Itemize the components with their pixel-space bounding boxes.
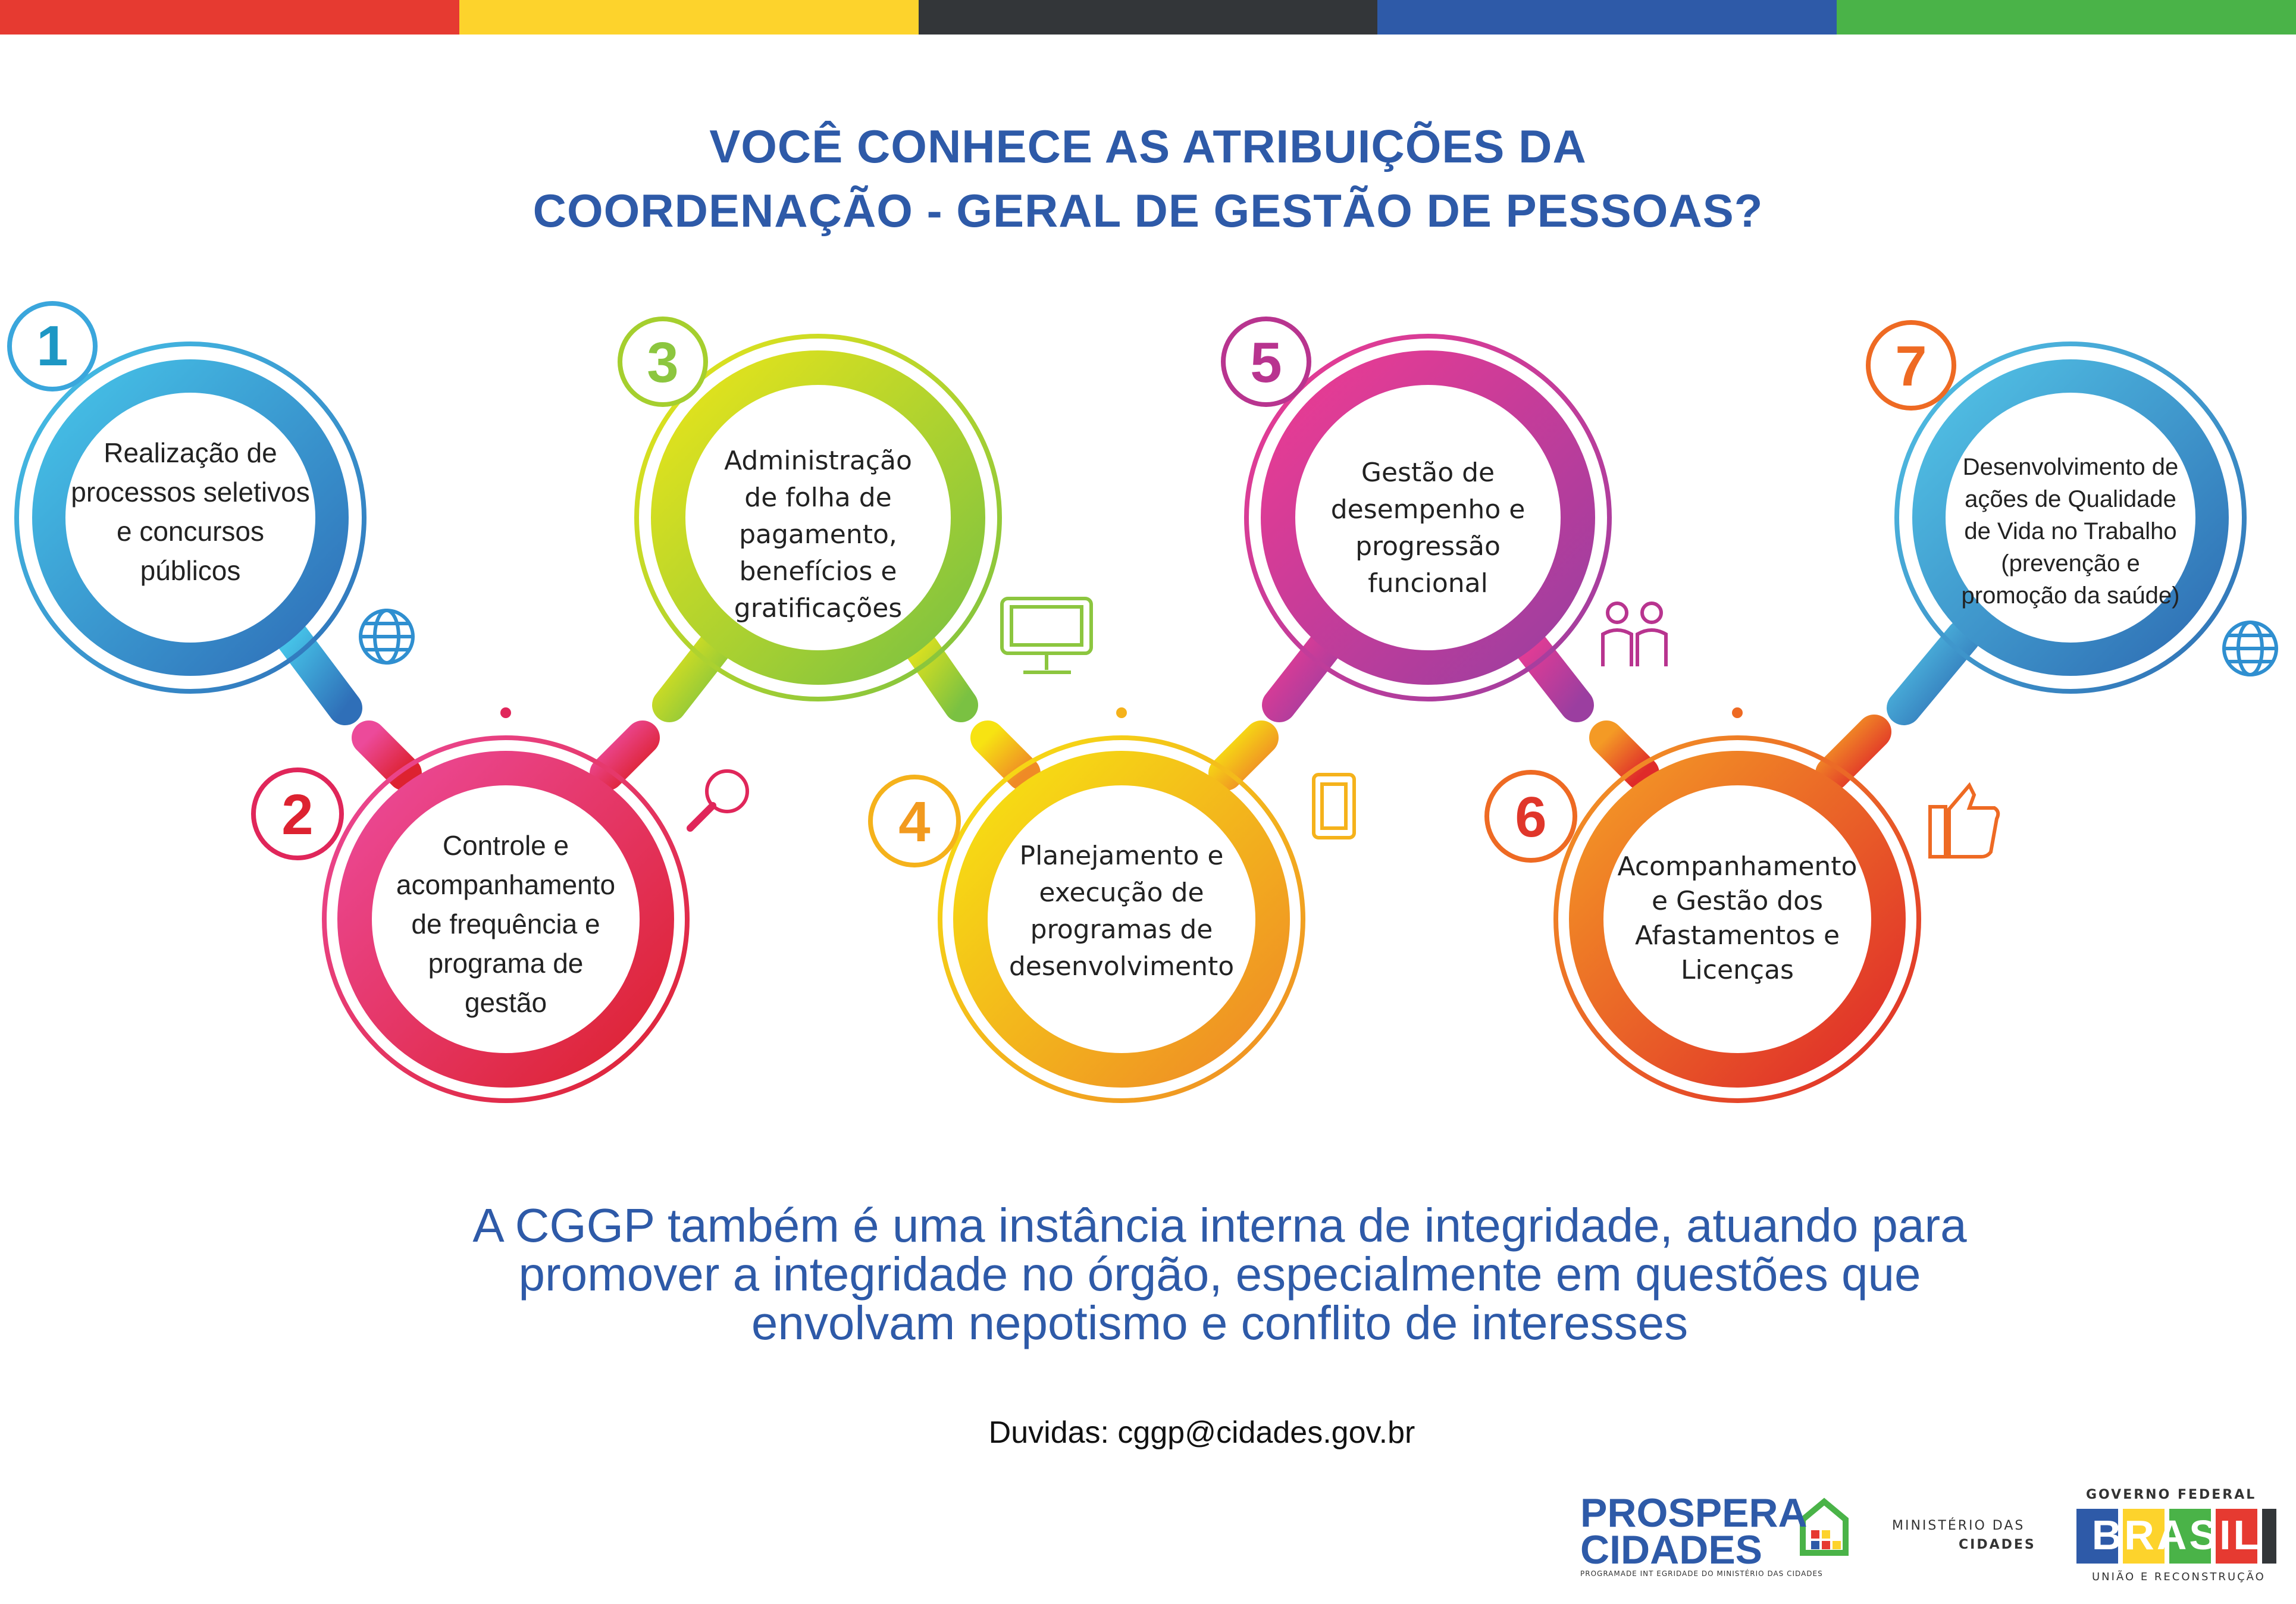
ministerio-label-line1: MINISTÉRIO DAS xyxy=(1892,1518,2025,1533)
uniao-reconstrucao-label: UNIÃO E RECONSTRUÇÃO xyxy=(2092,1571,2266,1583)
globe-icon xyxy=(2224,622,2276,675)
prospera-logo-line1: PROSPERA xyxy=(1580,1490,1808,1536)
step-6-text: Acompanhamento e Gestão dos Afastamentos e Licenças xyxy=(1617,851,1858,985)
monitor-icon xyxy=(1002,599,1091,672)
integrity-statement-line1: A CGGP também é uma instância interna de integridade, atuando para xyxy=(472,1199,1967,1252)
step-5-number: 5 xyxy=(1250,331,1282,394)
step-3-number: 3 xyxy=(647,331,679,394)
step-1-number: 1 xyxy=(36,314,68,378)
step-2-text: Controle e acompanhamento de frequência e programa de gestão xyxy=(396,830,616,1018)
globe-icon xyxy=(361,610,413,663)
brasil-wordmark: BRASIL xyxy=(2091,1512,2261,1558)
governo-federal-label: GOVERNO FEDERAL xyxy=(2086,1487,2257,1502)
step-7-text: Desenvolvimento de ações de Qualidade de Vida no Trabalho (prevenção e promoção da saúde) xyxy=(1961,454,2180,609)
prospera-cidades-logo xyxy=(1803,1502,1846,1553)
step-5-text: Gestão de desempenho e progressão funcional xyxy=(1330,458,1526,599)
page-title-line1: VOCÊ CONHECE AS ATRIBUIÇÕES DA xyxy=(709,120,1587,173)
contact-email: Duvidas: cggp@cidades.gov.br xyxy=(988,1415,1415,1450)
page-title-line2: COORDENAÇÃO - GERAL DE GESTÃO DE PESSOAS? xyxy=(533,184,1763,237)
tablet-icon xyxy=(1314,775,1354,838)
people-icon xyxy=(1603,603,1666,666)
integrity-statement-line3: envolvam nepotismo e conflito de interesses xyxy=(751,1296,1689,1349)
step-2-number: 2 xyxy=(281,783,314,847)
step-1-text: Realização de processos seletivos e concursos públicos xyxy=(71,437,310,586)
step-7-number: 7 xyxy=(1895,334,1927,398)
step-3-text: Administração de folha de pagamento, benefícios e gratificações xyxy=(724,446,912,624)
integrity-statement-line2: promover a integridade no órgão, especialmente em questões que xyxy=(518,1248,1921,1301)
ministerio-label-line2: CIDADES xyxy=(1959,1537,2036,1552)
step-4-number: 4 xyxy=(898,790,931,854)
thumbs-up-icon xyxy=(1930,785,1998,857)
prospera-logo-subtitle: PROGRAMADE INT EGRIDADE DO MINISTÉRIO DAS CIDADES xyxy=(1580,1569,1823,1578)
prospera-logo-line2: CIDADES xyxy=(1580,1527,1763,1572)
magnifier-icon xyxy=(690,771,747,828)
step-6-number: 6 xyxy=(1515,785,1547,849)
step-4-text: Planejamento e execução de programas de desenvolvimento xyxy=(1008,841,1235,982)
